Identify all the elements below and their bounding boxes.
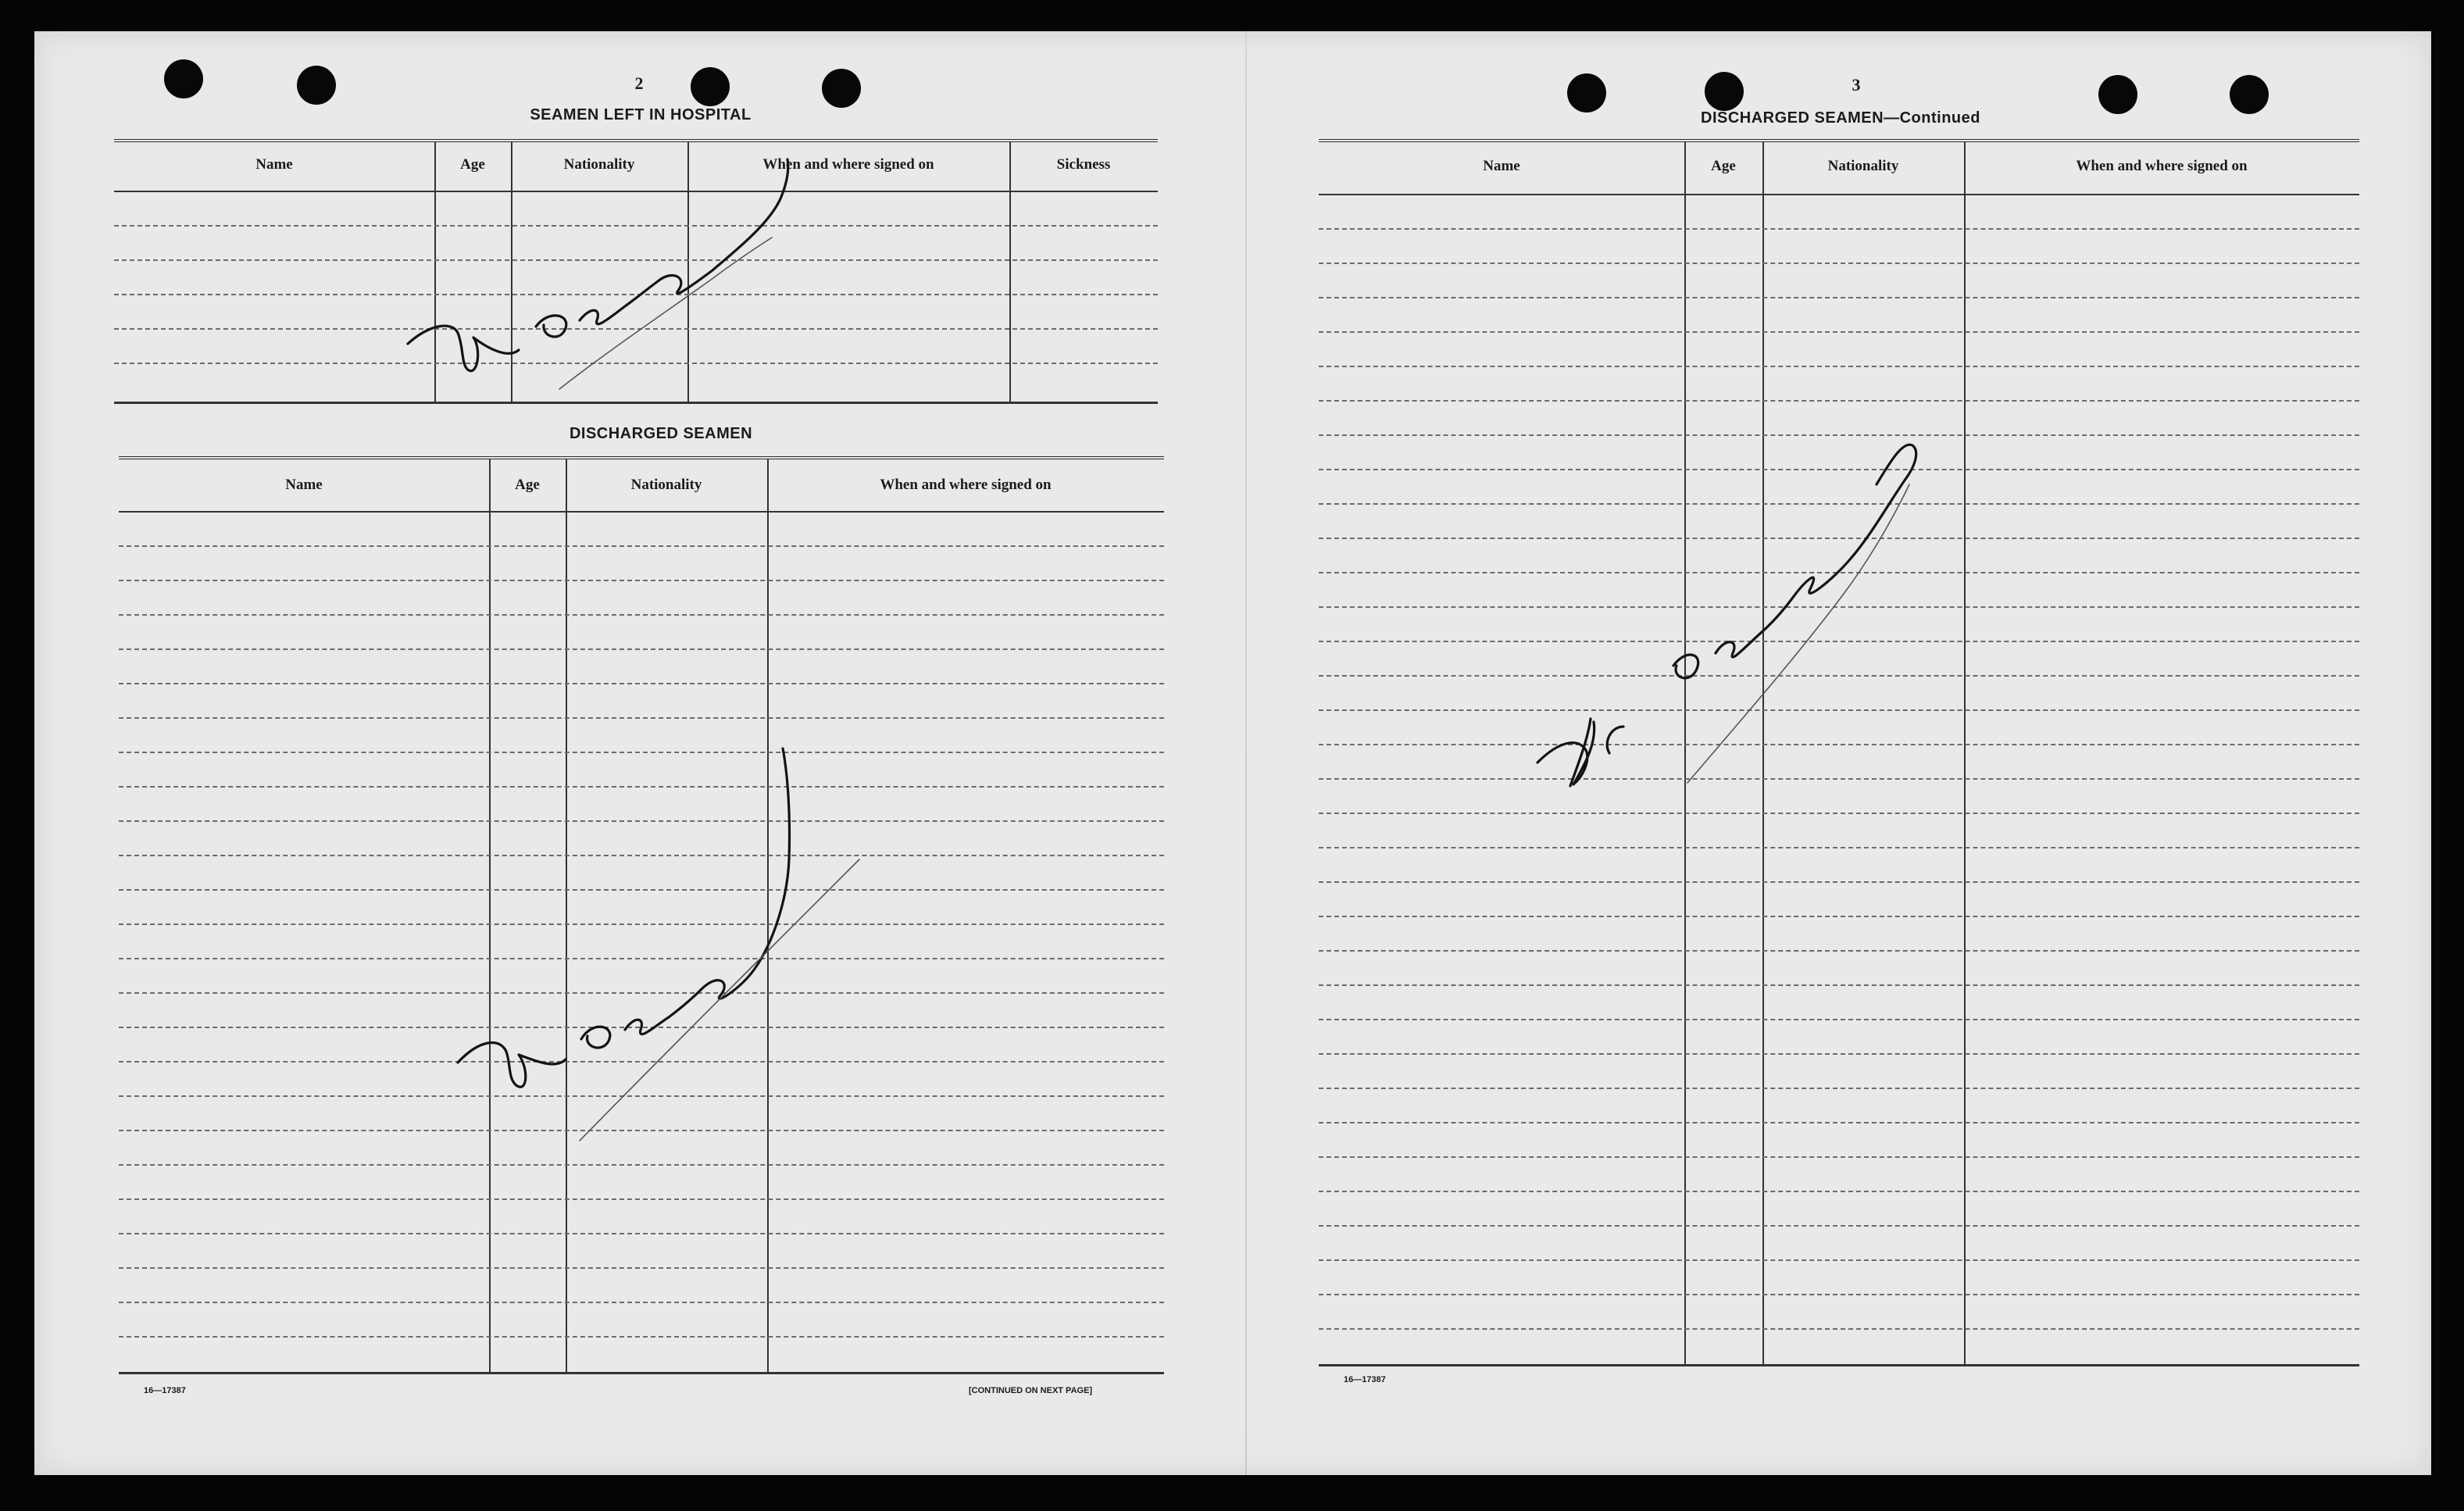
hospital-section-title: SEAMEN LEFT IN HOSPITAL: [530, 106, 752, 123]
handwritten-none-hospital: [408, 159, 788, 389]
column-header-nationality: Nationality: [630, 477, 702, 493]
column-header-signed-on: When and where signed on: [2076, 158, 2248, 174]
column-header-signed-on: When and where signed on: [762, 156, 934, 173]
column-header-name: Name: [255, 156, 293, 173]
page-number-left: 2: [634, 73, 644, 93]
page-number-right: 3: [1852, 75, 1861, 95]
column-header-age: Age: [460, 156, 485, 173]
handwritten-none-right: [1537, 445, 1916, 786]
column-header-age: Age: [1711, 158, 1736, 174]
column-header-age: Age: [515, 477, 540, 493]
column-header-signed-on: When and where signed on: [880, 477, 1052, 493]
continued-note: [CONTINUED ON NEXT PAGE]: [969, 1386, 1093, 1395]
section-title-main: DISCHARGED SEAMEN: [1701, 109, 1884, 127]
discharged-section-title-left: DISCHARGED SEAMEN: [569, 425, 753, 442]
column-header-nationality: Nationality: [563, 156, 635, 173]
handwritten-none-discharged-left: [458, 748, 859, 1141]
column-header-name: Name: [1483, 158, 1520, 174]
section-title-suffix: —Continued: [1884, 109, 1980, 127]
column-header-sickness: Sickness: [1056, 156, 1111, 173]
form-number-left: 16—17387: [144, 1386, 186, 1395]
column-header-nationality: Nationality: [1827, 158, 1899, 174]
column-header-name: Name: [285, 477, 323, 493]
form-number-right: 16—17387: [1344, 1375, 1386, 1384]
